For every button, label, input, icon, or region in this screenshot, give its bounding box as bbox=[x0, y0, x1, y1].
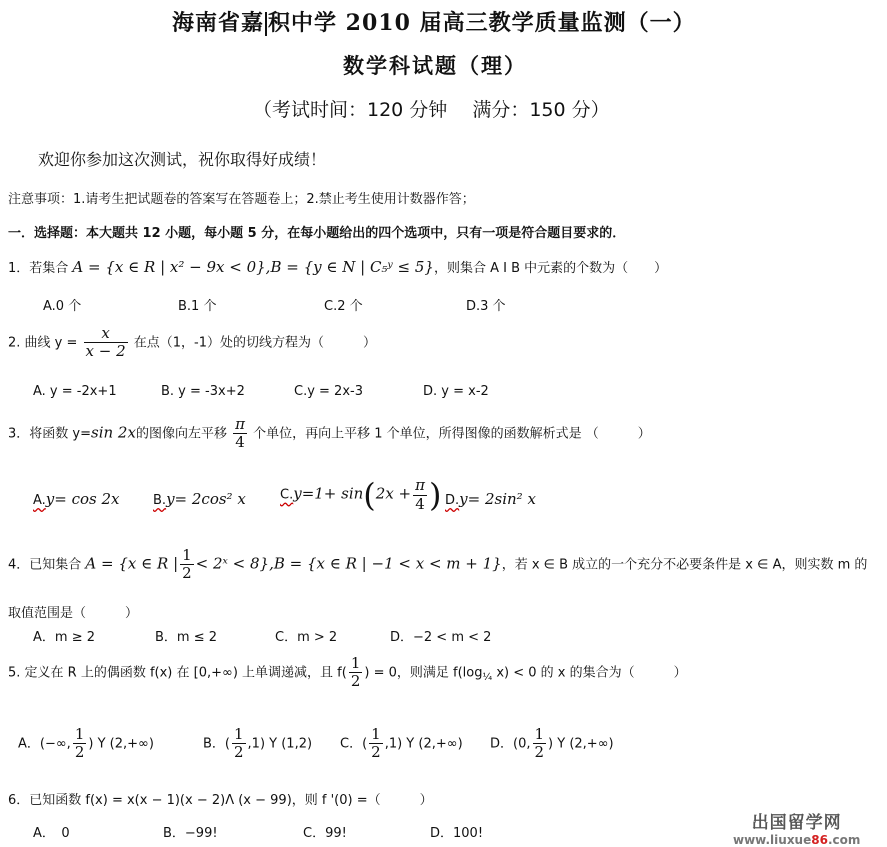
q5-option-c-numerator: 1 bbox=[371, 725, 381, 743]
q3-fraction bbox=[233, 416, 247, 452]
q3-option-c-fraction bbox=[413, 477, 427, 513]
q3-right-paren: ) bbox=[428, 476, 442, 514]
q5-option-a-fraction bbox=[73, 726, 87, 762]
q5-prefix: 5. 定义在 R 上的偶函数 f(x) 在 [0,+∞) 上单调递减，且 f( bbox=[8, 665, 347, 681]
q3-option-a bbox=[33, 490, 120, 508]
q2-option-a: A. y = -2x+1 bbox=[33, 384, 117, 399]
q5-option-c-fraction bbox=[369, 726, 383, 762]
q5-option-c-start: C．( bbox=[340, 736, 368, 752]
q5-option-c-end: ,1) Y (2,+∞) bbox=[384, 736, 463, 752]
question-1 bbox=[8, 257, 667, 276]
q1-option-a: A.0 个 bbox=[43, 299, 82, 314]
q5-option-d-denominator: 2 bbox=[534, 743, 545, 762]
q5-option-b-denominator: 2 bbox=[234, 743, 244, 762]
exam-title-part-1: 海南省嘉 bbox=[172, 10, 265, 36]
q3-option-a-label: A. bbox=[33, 493, 46, 508]
watermark-cn: 出国留学网 bbox=[751, 813, 842, 833]
watermark bbox=[733, 808, 860, 847]
q1-option-c: C.2 个 bbox=[324, 299, 363, 314]
exam-title bbox=[172, 6, 696, 37]
q2-numerator: x bbox=[84, 325, 128, 343]
q3-denominator: 4 bbox=[235, 433, 245, 452]
question-4 bbox=[8, 547, 867, 583]
q2-denominator: x − 2 bbox=[85, 342, 126, 361]
exam-info: （考试时间：120 分钟 满分：150 分） bbox=[253, 99, 610, 121]
q6-option-a: A． 0 bbox=[33, 826, 70, 841]
q5-option-a bbox=[18, 726, 154, 762]
q6-option-c: C．99! bbox=[303, 826, 347, 841]
q4-numerator: 1 bbox=[182, 546, 192, 564]
exam-title-part-2: 积中学 2010 届高三教学质量监测（一） bbox=[268, 10, 696, 36]
q5-option-a-start: A．(−∞, bbox=[18, 736, 71, 752]
q1-option-d: D.3 个 bbox=[466, 299, 506, 314]
q5-tail: x) < 0 的 x 的集合为（ ） bbox=[492, 665, 687, 681]
q4-option-b: B．m ≤ 2 bbox=[155, 630, 218, 645]
q3-option-c bbox=[280, 476, 441, 514]
q1-number: 1．若集合 bbox=[8, 261, 69, 276]
exam-subtitle: 数学科试题（理） bbox=[343, 53, 527, 78]
q3-option-d-label: D. bbox=[445, 493, 460, 508]
q5-fraction bbox=[349, 655, 363, 691]
q5-option-d-numerator: 1 bbox=[534, 725, 545, 743]
q1-option-b: B.1 个 bbox=[178, 299, 217, 314]
q3-option-c-text: y=1+ sin bbox=[293, 484, 364, 503]
watermark-url-a: www.liuxue bbox=[733, 833, 812, 847]
q1-tail: ，则集合 A I B 中元素的个数为（ ） bbox=[433, 261, 668, 276]
q1-set-b: ,B = {y ∈ N | C₅ʸ ≤ 5} bbox=[265, 258, 434, 276]
question-6: 6．已知函数 f(x) = x(x − 1)(x − 2)Λ (x − 99)，则 f '(0) =（ ） bbox=[8, 793, 433, 808]
q4-tail: ，若 x ∈ B 成立的一个充分不必要条件是 x ∈ A，则实数 m 的 bbox=[501, 557, 868, 573]
section-heading: 一．选择题：本大题共 12 小题，每小题 5 分，在每小题给出的四个选项中，只有一项是符合题目要求的． bbox=[8, 226, 626, 241]
q4-fraction bbox=[180, 547, 194, 583]
q3-option-b-label: B. bbox=[153, 493, 167, 508]
q3-option-c-arg: 2x + bbox=[375, 484, 412, 503]
q5-option-b-start: B．( bbox=[203, 736, 230, 752]
q5-option-a-end: ) Y (2,+∞) bbox=[88, 736, 154, 752]
q3-option-a-text: y= cos 2x bbox=[45, 490, 120, 508]
watermark-url-b: 86 bbox=[811, 833, 828, 847]
q3-option-d bbox=[445, 490, 536, 508]
q3-numerator: π bbox=[235, 415, 245, 433]
q4-set-a-start: A = {x ∈ R | bbox=[85, 554, 179, 573]
q1-set-a: A = {x ∈ R | x² − 9x < 0} bbox=[72, 258, 266, 276]
q6-option-d: D．100! bbox=[430, 826, 484, 841]
q2-fraction bbox=[84, 325, 128, 361]
q4-line-2: 取值范围是（ ） bbox=[8, 606, 139, 621]
q5-option-c bbox=[340, 726, 463, 762]
q3-option-b bbox=[153, 490, 246, 508]
watermark-url-c: .com bbox=[827, 833, 861, 847]
q3-option-c-denominator: 4 bbox=[415, 494, 425, 513]
q5-option-b-end: ,1) Y (1,2) bbox=[247, 736, 313, 752]
q6-option-b: B．−99! bbox=[163, 826, 218, 841]
q3-option-c-label: C. bbox=[280, 487, 294, 503]
notice-text: 注意事项：1.请考生把试题卷的答案写在答题卷上；2.禁止考生使用计数器作答； bbox=[8, 192, 475, 207]
q3-option-b-text: y= 2cos² x bbox=[166, 490, 246, 508]
q4-set-a-end: < 2ˣ < 8} bbox=[195, 554, 270, 573]
q4-option-c: C．m > 2 bbox=[275, 630, 338, 645]
q5-mid: ) = 0，则满足 f(log bbox=[364, 665, 483, 681]
q5-numerator: 1 bbox=[350, 654, 361, 672]
q3-function: sin 2x bbox=[91, 423, 136, 442]
q3-mid: 的图像向左平移 bbox=[135, 426, 227, 442]
q5-option-d bbox=[490, 726, 614, 762]
q5-option-c-denominator: 2 bbox=[371, 743, 381, 762]
q4-prefix: 4．已知集合 bbox=[8, 557, 82, 573]
question-3 bbox=[8, 416, 651, 452]
q2-option-d: D. y = x-2 bbox=[423, 384, 489, 399]
q5-option-b-numerator: 1 bbox=[234, 725, 244, 743]
q5-option-a-denominator: 2 bbox=[74, 743, 85, 762]
q5-denominator: 2 bbox=[350, 672, 361, 691]
q5-option-d-end: ) Y (2,+∞) bbox=[548, 736, 614, 752]
q3-option-d-text: y= 2sin² x bbox=[459, 490, 536, 508]
q3-prefix: 3．将函数 y= bbox=[8, 426, 91, 442]
question-2 bbox=[8, 325, 376, 361]
q5-option-b-fraction bbox=[232, 726, 246, 762]
q3-option-c-numerator: π bbox=[415, 476, 425, 495]
q2-tail: 在点（1，-1）处的切线方程为（ ） bbox=[133, 335, 377, 351]
q5-option-a-numerator: 1 bbox=[74, 725, 85, 743]
q4-set-b: ,B = {x ∈ R | −1 < x < m + 1} bbox=[269, 554, 502, 573]
q3-left-paren: ( bbox=[363, 476, 376, 514]
q5-option-b bbox=[203, 726, 312, 762]
text-cursor bbox=[265, 12, 267, 36]
q4-option-d: D．−2 < m < 2 bbox=[390, 630, 492, 645]
welcome-text: 欢迎你参加这次测试，祝你取得好成绩！ bbox=[38, 150, 327, 169]
question-5 bbox=[8, 655, 687, 691]
q2-option-c: C.y = 2x-3 bbox=[294, 384, 363, 399]
q2-option-b: B. y = -3x+2 bbox=[161, 384, 245, 399]
q5-log-base: ¼ bbox=[482, 671, 493, 683]
q3-tail: 个单位，再向上平移 1 个单位，所得图像的函数解析式是 （ ） bbox=[253, 426, 651, 442]
q5-option-d-start: D．(0, bbox=[490, 736, 531, 752]
q4-denominator: 2 bbox=[182, 564, 192, 583]
watermark-url bbox=[733, 833, 860, 847]
q2-prefix: 2. 曲线 y = bbox=[8, 335, 78, 351]
q5-option-d-fraction bbox=[533, 726, 547, 762]
q4-option-a: A．m ≥ 2 bbox=[33, 630, 95, 645]
